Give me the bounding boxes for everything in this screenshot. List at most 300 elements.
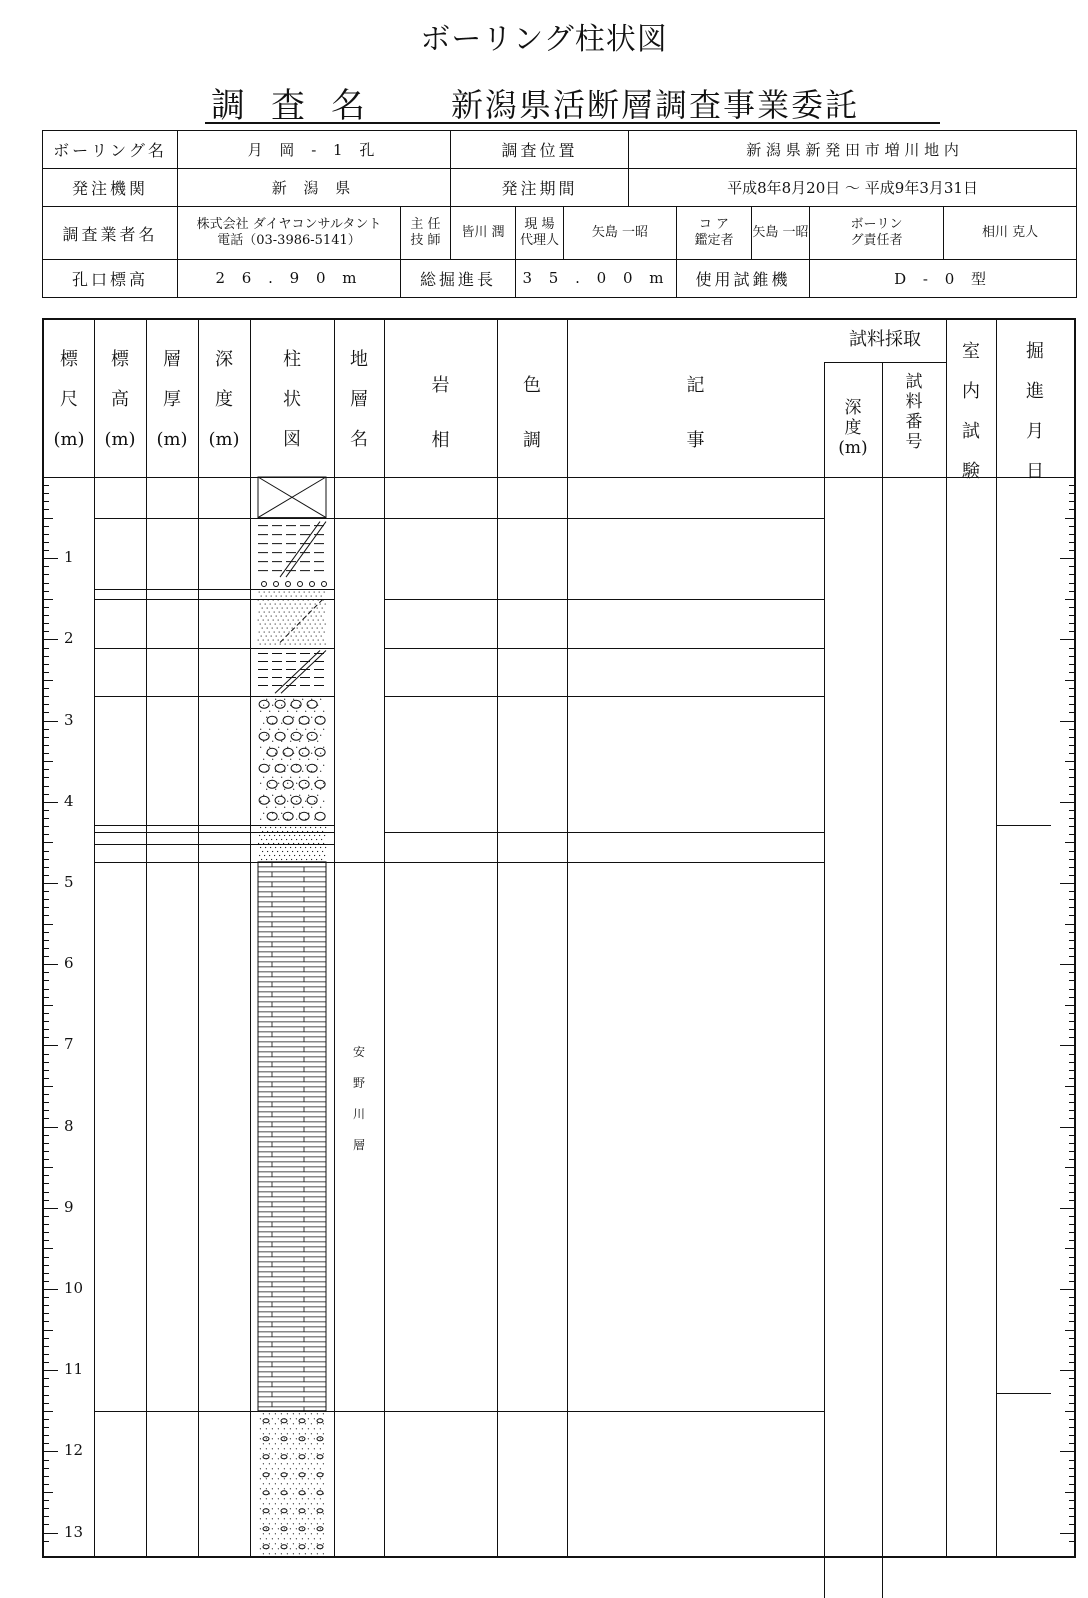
gravel-dot — [305, 729, 306, 730]
scale-tick — [44, 1354, 49, 1355]
sand-dot — [281, 1423, 282, 1424]
sand-dot — [275, 1443, 276, 1444]
sand-dot — [260, 623, 261, 624]
sand-dot — [286, 859, 287, 860]
progress-tick — [1069, 859, 1074, 860]
scale-tick — [44, 1159, 49, 1160]
sand-dot — [314, 1468, 315, 1469]
sand-dot — [287, 1513, 288, 1514]
gravel-dot — [308, 705, 309, 706]
gravel-pebble — [317, 1419, 323, 1423]
gravel-pebble — [317, 1455, 323, 1459]
gravel-dot — [317, 723, 318, 724]
scale-tick — [44, 924, 53, 925]
sand-dot — [261, 635, 262, 636]
scale-tick — [44, 1062, 49, 1063]
survey-value: 新潟県活断層調査事業委託 — [451, 86, 860, 124]
sand-dot — [321, 635, 322, 636]
sand-dot — [289, 591, 290, 592]
sand-dot — [304, 835, 305, 836]
scale-tick — [44, 639, 58, 640]
gravel-dot — [284, 699, 285, 700]
progress-tick — [1069, 1346, 1074, 1347]
sand-dot — [322, 851, 323, 852]
sand-dot — [316, 839, 317, 840]
sand-dot — [302, 1488, 303, 1489]
sand-dot — [267, 831, 268, 832]
gravel-dot — [278, 711, 279, 712]
sand-dot — [320, 623, 321, 624]
gravel-dot — [281, 759, 282, 760]
facies-boundary — [384, 518, 824, 519]
gravel-dot — [266, 753, 267, 754]
scale-tick — [44, 786, 49, 787]
sand-dot — [317, 1483, 318, 1484]
sand-dot — [268, 843, 269, 844]
sand-dot — [311, 1443, 312, 1444]
gravel-dot — [278, 765, 279, 766]
sand-dot — [269, 1413, 270, 1414]
gravel-dot — [260, 729, 261, 730]
sand-dot — [301, 615, 302, 616]
progress-tick — [1069, 574, 1074, 575]
gravel-dot — [310, 582, 315, 587]
progress-tick — [1069, 972, 1074, 973]
sand-dot — [284, 1498, 285, 1499]
sand-dot — [294, 835, 295, 836]
sand-dot — [266, 1448, 267, 1449]
gravel-dot — [305, 819, 306, 820]
formation-boundary — [334, 518, 384, 519]
sand-dot — [265, 827, 266, 828]
sand-dot — [311, 635, 312, 636]
sand-dot — [296, 615, 297, 616]
sand-dot — [305, 603, 306, 604]
gravel-pebble — [259, 796, 269, 804]
sand-dot — [266, 859, 267, 860]
gravel-dot — [272, 813, 273, 814]
gravel-dot — [308, 813, 309, 814]
sand-dot — [309, 631, 310, 632]
sand-dot — [321, 615, 322, 616]
sand-dot — [303, 843, 304, 844]
agent: 矢島 一昭 — [564, 207, 677, 259]
sand-dot — [272, 1518, 273, 1519]
scale-tick — [44, 875, 49, 876]
machine: D - 0 型 — [810, 259, 1077, 297]
sand-dot — [264, 611, 265, 612]
sand-dot — [259, 835, 260, 836]
gravel-dot — [302, 699, 303, 700]
scale-tick — [44, 1013, 49, 1014]
scale-tick — [44, 1086, 53, 1087]
gravel-dot — [275, 717, 276, 718]
scale-tick — [44, 1541, 49, 1542]
gravel-pebble — [299, 748, 309, 756]
sand-dot — [317, 607, 318, 608]
scale-label: 13 — [64, 1522, 84, 1541]
gravel-dot — [320, 807, 321, 808]
scale-tick — [44, 1037, 49, 1038]
gravel-dot — [302, 807, 303, 808]
sand-dot — [306, 859, 307, 860]
gravel-dot — [311, 753, 312, 754]
scale-tick — [44, 1183, 49, 1184]
period-label: 発注期間 — [451, 169, 629, 207]
sand-dot — [269, 855, 270, 856]
sampling-header: 試料採取 — [849, 329, 921, 350]
sand-dot — [314, 631, 315, 632]
sand-dot — [319, 855, 320, 856]
sand-dot — [266, 1538, 267, 1539]
header-divider — [44, 477, 1074, 478]
sand-dot — [272, 851, 273, 852]
gravel-dot — [311, 717, 312, 718]
gravel-dot — [299, 813, 300, 814]
scale-tick — [44, 1135, 49, 1136]
sand-dot — [296, 1438, 297, 1439]
sand-dot — [260, 1458, 261, 1459]
gravel-dot — [278, 783, 279, 784]
sand-dot — [275, 1553, 276, 1554]
scale-tick — [44, 1118, 49, 1119]
progress-tick — [1065, 1330, 1074, 1331]
gravel-dot — [260, 747, 261, 748]
sand-dot — [269, 1453, 270, 1454]
sand-dot — [275, 643, 276, 644]
sand-dot — [311, 1523, 312, 1524]
sand-dot — [278, 1448, 279, 1449]
column-divider — [198, 320, 199, 1556]
sand-dot — [283, 843, 284, 844]
sand-dot — [306, 839, 307, 840]
progress-tick — [1069, 1070, 1074, 1071]
scale-tick — [44, 997, 49, 998]
sand-dot — [307, 831, 308, 832]
sand-dot — [281, 615, 282, 616]
gravel-dot — [317, 777, 318, 778]
progress-tick — [1065, 1411, 1074, 1412]
agent-label: 現 場 代理人 — [516, 207, 564, 259]
scale-tick — [44, 842, 53, 843]
boring-resp: 相川 克人 — [944, 207, 1077, 259]
progress-tick — [1069, 1500, 1074, 1501]
scale-tick — [44, 1321, 49, 1322]
sand-dot — [299, 1503, 300, 1504]
sand-dot — [315, 623, 316, 624]
progress-tick — [1069, 1484, 1074, 1485]
sand-dot — [278, 1418, 279, 1419]
sand-dot — [290, 603, 291, 604]
progress-tick — [1069, 940, 1074, 941]
scale-tick — [44, 696, 49, 697]
sand-dot — [320, 1498, 321, 1499]
sand-dot — [301, 635, 302, 636]
progress-tick — [1069, 1476, 1074, 1477]
sand-dot — [287, 1443, 288, 1444]
progress-tick — [1069, 818, 1074, 819]
sand-dot — [282, 627, 283, 628]
gravel-dot — [323, 765, 324, 766]
column-divider — [146, 320, 147, 1556]
scale-tick — [44, 574, 49, 575]
sand-dot — [277, 831, 278, 832]
scale-tick — [44, 1524, 49, 1525]
scale-tick — [44, 550, 49, 551]
sand-dot — [308, 1518, 309, 1519]
progress-tick — [1069, 769, 1074, 770]
sand-dot — [324, 631, 325, 632]
progress-tick — [1069, 656, 1074, 657]
sand-dot — [281, 1463, 282, 1464]
gravel-dot — [266, 735, 267, 736]
sand-dot — [303, 639, 304, 640]
sand-dot — [313, 599, 314, 600]
sand-dot — [314, 1488, 315, 1489]
gravel-dot — [322, 582, 327, 587]
sand-dot — [263, 1433, 264, 1434]
sand-dot — [299, 1463, 300, 1464]
sand-dot — [291, 839, 292, 840]
sand-dot — [281, 635, 282, 636]
gravel-dot — [314, 765, 315, 766]
scale-tick — [44, 509, 49, 510]
boring-name-label: ボーリング名 — [43, 131, 178, 169]
sand-dot — [274, 631, 275, 632]
sand-dot — [320, 1428, 321, 1429]
progress-tick — [1069, 1102, 1074, 1103]
sand-dot — [275, 1423, 276, 1424]
sand-dot — [296, 1458, 297, 1459]
sand-dot — [293, 619, 294, 620]
scale-tick — [44, 631, 49, 632]
sand-dot — [284, 855, 285, 856]
progress-tick — [1069, 729, 1074, 730]
progress-tick — [1060, 1289, 1074, 1290]
sand-dot — [260, 1508, 261, 1509]
boring-resp-label: ボーリン グ責任者 — [810, 207, 944, 259]
gravel-pebble — [263, 1473, 269, 1477]
progress-tick — [1069, 826, 1074, 827]
progress-tick — [1060, 1208, 1074, 1209]
column-divider — [334, 320, 335, 1556]
gravel-dot — [287, 783, 288, 784]
sand-dot — [263, 1553, 264, 1554]
sand-dot — [295, 623, 296, 624]
sand-dot — [302, 1428, 303, 1429]
gravel-dot — [290, 759, 291, 760]
gravel-dot — [305, 801, 306, 802]
gravel-pebble — [281, 1509, 287, 1513]
sand-dot — [271, 635, 272, 636]
sand-dot — [284, 1518, 285, 1519]
sand-dot — [323, 1443, 324, 1444]
scale-tick — [44, 1378, 49, 1379]
gravel-dot — [314, 783, 315, 784]
sand-dot — [263, 1453, 264, 1454]
sand-dot — [308, 843, 309, 844]
sand-dot — [297, 627, 298, 628]
sand-dot — [317, 1543, 318, 1544]
sand-dot — [305, 1433, 306, 1434]
facies-boundary — [384, 648, 824, 649]
sand-dot — [295, 643, 296, 644]
gravel-pebble — [283, 780, 293, 788]
gravel-dot — [266, 789, 267, 790]
gravel-dot — [293, 807, 294, 808]
gravel-dot — [263, 813, 264, 814]
sand-dot — [278, 1538, 279, 1539]
gravel-pebble — [267, 748, 277, 756]
gravel-dot — [317, 705, 318, 706]
gravel-dot — [299, 741, 300, 742]
scale-tick — [44, 1362, 49, 1363]
sand-dot — [281, 595, 282, 596]
sand-dot — [280, 847, 281, 848]
column-divider — [824, 362, 825, 1598]
sand-dot — [281, 839, 282, 840]
scale-tick — [44, 1427, 49, 1428]
sand-dot — [260, 847, 261, 848]
sand-dot — [264, 591, 265, 592]
progress-tick — [1069, 1216, 1074, 1217]
sand-dot — [260, 1448, 261, 1449]
sand-dot — [262, 607, 263, 608]
sand-dot — [296, 1528, 297, 1529]
sand-dot — [314, 1528, 315, 1529]
sand-dot — [296, 1518, 297, 1519]
progress-tick — [1069, 1094, 1074, 1095]
sand-dot — [270, 623, 271, 624]
sand-dot — [278, 1438, 279, 1439]
sand-dot — [275, 1533, 276, 1534]
chief: 皆川 潤 — [451, 207, 516, 259]
gravel-dot — [323, 747, 324, 748]
scale-tick — [44, 1476, 49, 1477]
sand-dot — [279, 835, 280, 836]
header-sample-no: 試 料 番 号 — [905, 372, 923, 452]
total-length: 3 5 . 0 0 m — [516, 259, 677, 297]
sand-dot — [315, 827, 316, 828]
gravel-pebble — [317, 1545, 323, 1549]
sand-dot — [272, 1438, 273, 1439]
progress-line — [996, 825, 1051, 826]
sand-dot — [305, 1423, 306, 1424]
sand-dot — [275, 1453, 276, 1454]
progress-tick — [1069, 566, 1074, 567]
gravel-dot — [287, 747, 288, 748]
scale-tick — [44, 518, 53, 519]
sand-dot — [287, 1553, 288, 1554]
scale-tick — [44, 1330, 53, 1331]
gravel-dot — [311, 699, 312, 700]
gravel-dot — [298, 582, 303, 587]
sand-dot — [294, 591, 295, 592]
gravel-dot — [281, 741, 282, 742]
sand-dot — [302, 627, 303, 628]
gravel-dot — [287, 765, 288, 766]
sand-dot — [320, 1528, 321, 1529]
gravel-pebble — [281, 1419, 287, 1423]
sand-dot — [275, 1473, 276, 1474]
gravel-dot — [317, 795, 318, 796]
sand-dot — [300, 623, 301, 624]
sand-dot — [269, 1463, 270, 1464]
sand-dot — [311, 1483, 312, 1484]
scale-tick — [44, 1435, 49, 1436]
gravel-dot — [287, 729, 288, 730]
progress-tick — [1069, 794, 1074, 795]
scale-label: 10 — [64, 1279, 84, 1297]
gravel-dot — [275, 753, 276, 754]
progress-tick — [1069, 1078, 1074, 1079]
sand-dot — [317, 1443, 318, 1444]
sand-dot — [260, 1548, 261, 1549]
scale-tick — [44, 964, 58, 965]
progress-tick — [1069, 526, 1074, 527]
gravel-dot — [275, 735, 276, 736]
sand-dot — [293, 1433, 294, 1434]
header-elevation: 標 高 (m) — [104, 349, 136, 450]
sand-dot — [284, 1538, 285, 1539]
gravel-dot — [281, 705, 282, 706]
sand-dot — [269, 1533, 270, 1534]
machine-label: 使用試錐機 — [677, 259, 810, 297]
sand-dot — [272, 1478, 273, 1479]
column-divider — [384, 320, 385, 1556]
sand-dot — [317, 851, 318, 852]
sand-dot — [268, 639, 269, 640]
sand-dot — [279, 611, 280, 612]
sand-dot — [258, 599, 259, 600]
sand-dot — [290, 1488, 291, 1489]
sand-dot — [292, 831, 293, 832]
sand-dot — [293, 1473, 294, 1474]
sand-dot — [323, 1463, 324, 1464]
sand-dot — [293, 1543, 294, 1544]
gravel-dot — [296, 801, 297, 802]
sand-dot — [320, 1488, 321, 1489]
scale-tick — [44, 623, 49, 624]
progress-tick — [1069, 948, 1074, 949]
gravel-dot — [269, 747, 270, 748]
sand-dot — [264, 855, 265, 856]
sand-dot — [311, 595, 312, 596]
gravel-pebble — [275, 732, 285, 740]
sand-dot — [296, 1468, 297, 1469]
scale-tick — [44, 1192, 49, 1193]
sand-dot — [286, 615, 287, 616]
column-pattern — [250, 320, 334, 1560]
survey-name — [205, 76, 940, 124]
sand-dot — [260, 643, 261, 644]
sand-dot — [290, 623, 291, 624]
scale-tick — [44, 1224, 49, 1225]
sand-dot — [299, 1413, 300, 1414]
header-lab: 室 内 試 験 — [962, 341, 980, 482]
gravel-dot — [278, 801, 279, 802]
sand-dot — [317, 1523, 318, 1524]
scale-tick — [44, 1508, 49, 1509]
progress-tick — [1069, 1297, 1074, 1298]
sand-dot — [312, 851, 313, 852]
sand-dot — [284, 591, 285, 592]
sand-dot — [268, 619, 269, 620]
gravel-dot — [275, 699, 276, 700]
scale-label: 1 — [64, 548, 74, 567]
sand-dot — [259, 591, 260, 592]
progress-tick — [1069, 1110, 1074, 1111]
